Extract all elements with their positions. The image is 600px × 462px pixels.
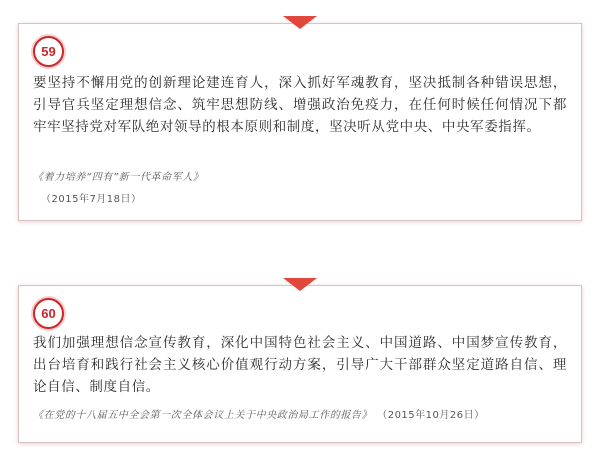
quote-number-badge: 59 [33, 36, 64, 67]
triangle-marker-icon [283, 16, 317, 29]
quote-card-60 [18, 285, 582, 443]
quote-card-59 [18, 23, 582, 221]
quote-text: 要坚持不懈用党的创新理论建连育人，深入抓好军魂教育，坚决抵制各种错误思想，引导官兵坚定理想信念、筑牢思想防线、增强政治免疫力，在任何时候任何情况下都牢牢坚持党对军队绝对领导的根本原则和制度，坚决听从党中央、中央军委指挥。 [33, 75, 567, 135]
quote-source-line [33, 406, 485, 421]
quote-date: （2015年7月18日） [41, 194, 142, 205]
quote-number-badge: 60 [33, 298, 64, 329]
quote-source: 《在党的十八届五中全会第一次全体会议上关于中央政治局工作的报告》 [33, 410, 373, 421]
quote-source: 《着力培养“四有”新一代革命军人》 [33, 172, 204, 183]
quote-text: 我们加强理想信念宣传教育，深化中国特色社会主义、中国道路、中国梦宣传教育，出台培育和践行社会主义核心价值观行动方案，引导广大干部群众坚定道路自信、理论自信、制度自信。 [33, 335, 567, 395]
quote-date: （2015年10月26日） [382, 410, 485, 421]
triangle-marker-icon [283, 278, 317, 291]
